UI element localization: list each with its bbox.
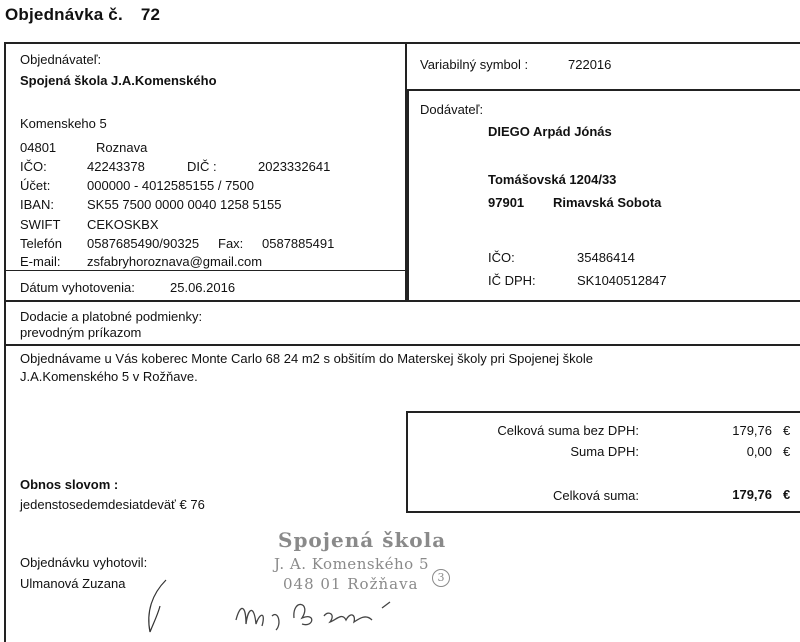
- supplier-ico: 35486414: [577, 250, 635, 265]
- stamp-mark-circle: [432, 569, 450, 587]
- orderer-email: zsfabryhoroznava@gmail.com: [87, 254, 263, 269]
- orderer-account: 000000 - 4012585155 / 7500: [87, 178, 254, 193]
- order-text-line2: J.A.Komenského 5 v Rožňave.: [20, 369, 198, 384]
- totals-total-value: 179,76: [732, 487, 772, 502]
- orderer-phone-label: Telefón: [20, 236, 62, 251]
- date-value: 25.06.2016: [170, 280, 236, 295]
- document-number: 72: [140, 5, 161, 24]
- orderer-email-label: E-mail:: [20, 254, 61, 269]
- supplier-icdph: SK1040512847: [577, 273, 667, 288]
- totals-vat-value: 0,00: [746, 444, 772, 459]
- terms-label: Dodacie a platobné podmienky:: [20, 309, 203, 324]
- totals-box-bottom: [406, 511, 800, 513]
- orderer-iban-label: IBAN:: [20, 197, 54, 212]
- supplier-city: Rimavská Sobota: [553, 195, 662, 210]
- prepared-by-signature-icon: [138, 576, 198, 636]
- orderer-ico: 42243378: [87, 159, 145, 174]
- orderer-swift-label: SWIFT: [20, 217, 61, 232]
- supplier-postal-code: 97901: [488, 195, 525, 210]
- supplier-ico-label: IČO:: [488, 250, 515, 265]
- divider-terms-top: [4, 300, 800, 302]
- divider-supplier-top: [405, 89, 800, 91]
- supplier-icdph-label: IČ DPH:: [488, 273, 536, 288]
- frame-left: [4, 42, 6, 642]
- totals-net-value: 179,76: [732, 423, 772, 438]
- terms-value: prevodným príkazom: [20, 325, 142, 340]
- variable-symbol-label: Variabilný symbol :: [420, 57, 529, 72]
- divider-supplier-left-strong: [407, 89, 409, 301]
- divider-date-top: [4, 270, 407, 271]
- totals-box-top: [406, 411, 800, 413]
- orderer-dic-label: DIČ :: [187, 159, 217, 174]
- orderer-account-label: Účet:: [20, 178, 51, 193]
- supplier-name: DIEGO Arpád Jónás: [488, 124, 612, 139]
- orderer-postal-code: 04801: [20, 140, 57, 155]
- prepared-by-name: Ulmanová Zuzana: [20, 576, 126, 591]
- totals-box-left: [406, 411, 408, 513]
- totals-vat-label: Suma DPH:: [570, 444, 639, 459]
- orderer-swift: CEKOSKBX: [87, 217, 159, 232]
- stamp-line3: 048 01 Rožňava: [283, 575, 419, 593]
- orderer-iban: SK55 7500 0000 0040 1258 5155: [87, 197, 282, 212]
- supplier-label: Dodávateľ:: [420, 102, 484, 117]
- totals-total-label: Celková suma:: [553, 488, 639, 503]
- totals-total-currency: €: [783, 487, 791, 502]
- orderer-name: Spojená škola J.A.Komenského: [20, 73, 217, 88]
- orderer-dic: 2023332641: [258, 159, 331, 174]
- stamp-line2: J. A. Komenského 5: [274, 555, 430, 573]
- document-title-label: Objednávka č.: [5, 5, 123, 24]
- orderer-label: Objednávateľ:: [20, 52, 102, 67]
- orderer-fax: 0587885491: [262, 236, 335, 251]
- stamp-mark: 3: [437, 571, 445, 584]
- orderer-street: Komenskeho 5: [20, 116, 107, 131]
- orderer-city: Roznava: [96, 140, 148, 155]
- orderer-fax-label: Fax:: [218, 236, 244, 251]
- document-title: [5, 5, 160, 25]
- orderer-ico-label: IČO:: [20, 159, 47, 174]
- amount-words-value: jedenstosedemdesiatdeväť € 76: [20, 497, 205, 512]
- date-label: Dátum vyhotovenia:: [20, 280, 135, 295]
- variable-symbol-value: 722016: [568, 57, 612, 72]
- stamp-line1: Spojená škola: [278, 528, 447, 552]
- amount-words-label: Obnos slovom :: [20, 477, 119, 492]
- totals-net-label: Celková suma bez DPH:: [497, 423, 639, 438]
- frame-top: [4, 42, 800, 44]
- signature-text: [240, 598, 346, 617]
- prepared-by-label: Objednávku vyhotovil:: [20, 555, 148, 570]
- orderer-phone: 0587685490/90325: [87, 236, 200, 251]
- order-text-line1: Objednávame u Vás koberec Monte Carlo 68 24 m2 s obšitím do Materskej školy pri Spojenej škole: [20, 351, 594, 366]
- totals-vat-currency: €: [783, 444, 791, 459]
- supplier-street: Tomášovská 1204/33: [488, 172, 617, 187]
- totals-net-currency: €: [783, 423, 791, 438]
- divider-order-top: [4, 344, 800, 346]
